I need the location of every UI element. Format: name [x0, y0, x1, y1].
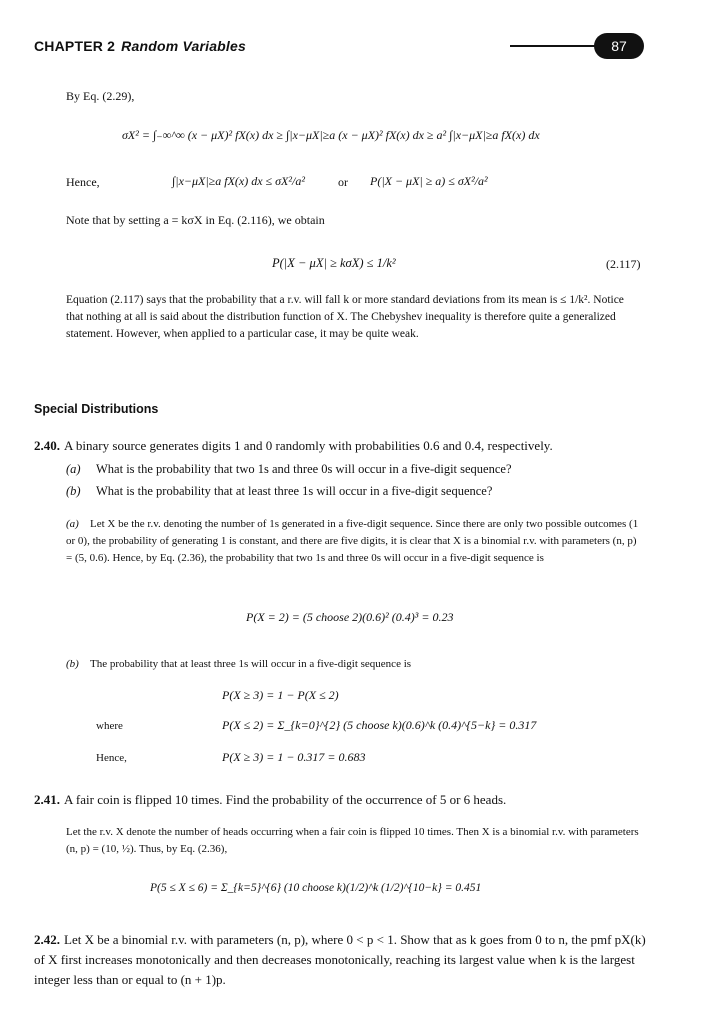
problem-statement: Let X be a binomial r.v. with parameters (n, p), where 0 < p < 1. Show that as k goes from 0 to n, the pmf pX(k) of X first increases monotonically and then decreases monotonically, reaching its largest value when k is the largest integer less than or equal to (n + 1)p. — [34, 932, 646, 987]
section-title: Special Distributions — [34, 402, 159, 416]
solution-a — [66, 516, 641, 567]
problem-number: 2.40. — [34, 438, 60, 453]
solution-b-equation-3: P(X ≥ 3) = 1 − 0.317 = 0.683 — [222, 750, 366, 764]
solution-b-equation-1: P(X ≥ 3) = 1 − P(X ≤ 2) — [222, 688, 339, 702]
problem-number: 2.41. — [34, 792, 60, 807]
solution-text: Let X be the r.v. denoting the number of 1s generated in a five-digit sequence. Since there are only two possible outcomes (1 or 0), the probability of generating 1 is constant, and there are five digits, it is clear that X is a binomial r.v. with parameters (n, p) = (5, 0.6). Hence, by Eq. (2.36), the probability that two 1s and three 0s will occur in a five-digit sequence is — [66, 518, 639, 564]
chapter-label: CHAPTER 2 — [34, 38, 116, 54]
hence-equation-left: ∫|x−μX|≥a fX(x) dx ≤ σX²/a² — [172, 174, 305, 188]
solution-a-equation: P(X = 2) = (5 choose 2)(0.6)² (0.4)³ = 0.23 — [246, 610, 454, 624]
solution-2-41-equation: P(5 ≤ X ≤ 6) = Σ_{k=5}^{6} (10 choose k)(1/2)^k (1/2)^{10−k} = 0.451 — [150, 882, 482, 894]
note-line: Note that by setting a = kσX in Eq. (2.116), we obtain — [66, 213, 325, 227]
part-a-question — [66, 460, 646, 478]
problem-2-42 — [34, 930, 650, 990]
problem-number: 2.42. — [34, 932, 60, 947]
where-label: where — [96, 720, 123, 732]
part-b-question — [66, 482, 646, 500]
header-rule — [510, 45, 606, 47]
part-label: (a) — [66, 462, 81, 476]
chapter-title: Random Variables — [121, 38, 246, 54]
by-eq-line: By Eq. (2.29), — [66, 89, 135, 103]
hence-label: Hence, — [66, 175, 100, 189]
equation-number: (2.117) — [606, 257, 641, 271]
page-number: 87 — [594, 33, 644, 59]
solution-2-41: Let the r.v. X denote the number of heads occurring when a fair coin is flipped 10 times. Then X is a binomial r.v. with parameters (n, p) = (10, ½). Thus, by Eq. (2.36), — [66, 826, 639, 855]
solution-label: (b) — [66, 658, 79, 670]
problem-2-41 — [34, 790, 654, 810]
chebyshev-paragraph: Equation (2.117) says that the probability that a r.v. will fall k or more standard deviations from its mean is ≤ 1/k². Notice that nothing at all is said about the distribution function of X. The Chebyshev inequality is therefore quite a generalized statement. However, when applied to a particular case, it may be quite weak. — [66, 294, 624, 340]
or-label: or — [338, 175, 348, 189]
question-text: What is the probability that at least three 1s will occur in a five-digit sequence? — [96, 484, 493, 498]
hence-equation-right: P(|X − μX| ≥ a) ≤ σX²/a² — [370, 174, 488, 188]
solution-text: The probability that at least three 1s will occur in a five-digit sequence is — [90, 658, 412, 670]
solution-label: (a) — [66, 518, 79, 530]
chebyshev-equation: P(|X − μX| ≥ kσX) ≤ 1/k² — [272, 256, 396, 270]
problem-statement: A binary source generates digits 1 and 0 randomly with probabilities 0.6 and 0.4, respectively. — [64, 438, 553, 453]
question-text: What is the probability that two 1s and three 0s will occur in a five-digit sequence? — [96, 462, 512, 476]
chapter-header — [34, 38, 246, 54]
solution-b — [66, 656, 626, 673]
problem-statement: A fair coin is flipped 10 times. Find the probability of the occurrence of 5 or 6 heads. — [64, 792, 507, 807]
solution-b-equation-2: P(X ≤ 2) = Σ_{k=0}^{2} (5 choose k)(0.6)^k (0.4)^{5−k} = 0.317 — [222, 718, 537, 732]
problem-2-40 — [34, 436, 654, 456]
part-label: (b) — [66, 484, 81, 498]
hence-label-2: Hence, — [96, 752, 127, 764]
variance-equation: σX² = ∫₋∞^∞ (x − μX)² fX(x) dx ≥ ∫|x−μX|≥a (x − μX)² fX(x) dx ≥ a² ∫|x−μX|≥a fX(x) dx — [122, 128, 540, 142]
